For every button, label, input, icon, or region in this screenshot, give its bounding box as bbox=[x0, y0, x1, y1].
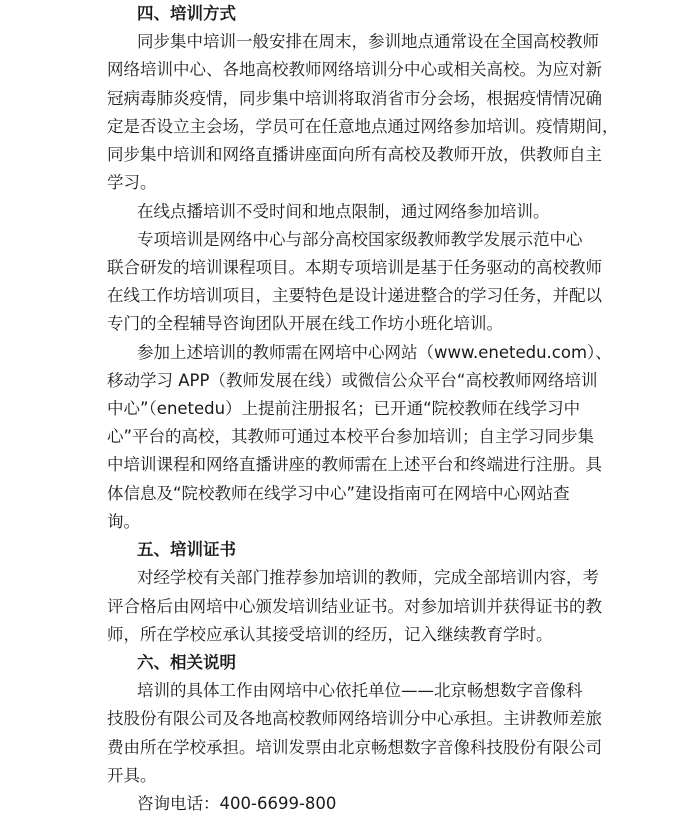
text-line: 专门的全程辅导咨询团队开展在线工作坊小班化培训。 bbox=[107, 314, 503, 333]
text-line: 移动学习 APP（教师发展在线）或微信公众平台“高校教师网络培训 bbox=[107, 371, 598, 390]
text-line: 心”平台的高校，其教师可通过本校平台参加培训；自主学习同步集 bbox=[107, 427, 595, 446]
text-line: 同步集中培训和网络直播讲座面向所有高校及教师开放，供教师自主 bbox=[107, 145, 602, 164]
text-line: 开具。 bbox=[107, 766, 157, 785]
contact-phone: 咨询电话：400-6699-800 bbox=[137, 794, 337, 813]
text-line: 专项培训是网络中心与部分高校国家级教师教学发展示范中心 bbox=[137, 230, 583, 249]
text-line: 培训的具体工作由网培中心依托单位——北京畅想数字音像科 bbox=[137, 681, 583, 700]
section-heading-training-method: 四、培训方式 bbox=[137, 4, 236, 23]
text-line: 在线工作坊培训项目，主要特色是设计递进整合的学习任务，并配以 bbox=[107, 286, 602, 305]
text-line: 技股份有限公司及各地高校教师网络培训分中心承担。主讲教师差旅 bbox=[107, 709, 602, 728]
text-line: 评合格后由网培中心颁发培训结业证书。对参加培训并获得证书的教 bbox=[107, 597, 602, 616]
text-line: 询。 bbox=[107, 512, 140, 531]
text-line: 联合研发的培训课程项目。本期专项培训是基于任务驱动的高校教师 bbox=[107, 258, 602, 277]
text-line: 在线点播培训不受时间和地点限制，通过网络参加培训。 bbox=[137, 202, 550, 221]
text-line: 同步集中培训一般安排在周末，参训地点通常设在全国高校教师 bbox=[137, 32, 599, 51]
text-line: 定是否设立主会场，学员可在任意地点通过网络参加培训。疫情期间， bbox=[107, 117, 619, 136]
text-line: 师，所在学校应承认其接受培训的经历，记入继续教育学时。 bbox=[107, 625, 553, 644]
text-line: 网络培训中心、各地高校教师网络培训分中心或相关高校。为应对新 bbox=[107, 60, 602, 79]
text-line: 中培训课程和网络直播讲座的教师需在上述平台和终端进行注册。具 bbox=[107, 455, 602, 474]
section-heading-training-certificate: 五、培训证书 bbox=[137, 540, 236, 559]
text-line: 对经学校有关部门推荐参加培训的教师，完成全部培训内容，考 bbox=[137, 568, 599, 587]
text-line: 参加上述培训的教师需在网培中心网站（www.enetedu.com）、 bbox=[137, 343, 612, 362]
text-line: 费由所在学校承担。培训发票由北京畅想数字音像科技股份有限公司 bbox=[107, 738, 602, 757]
section-heading-related-notes: 六、相关说明 bbox=[137, 653, 236, 672]
text-line: 学习。 bbox=[107, 173, 157, 192]
text-line: 体信息及“院校教师在线学习中心”建设指南可在网培中心网站查 bbox=[107, 484, 570, 503]
text-line: 冠病毒肺炎疫情，同步集中培训将取消省市分会场，根据疫情情况确 bbox=[107, 89, 602, 108]
text-line: 中心”（enetedu）上提前注册报名；已开通“院校教师在线学习中 bbox=[107, 399, 581, 418]
